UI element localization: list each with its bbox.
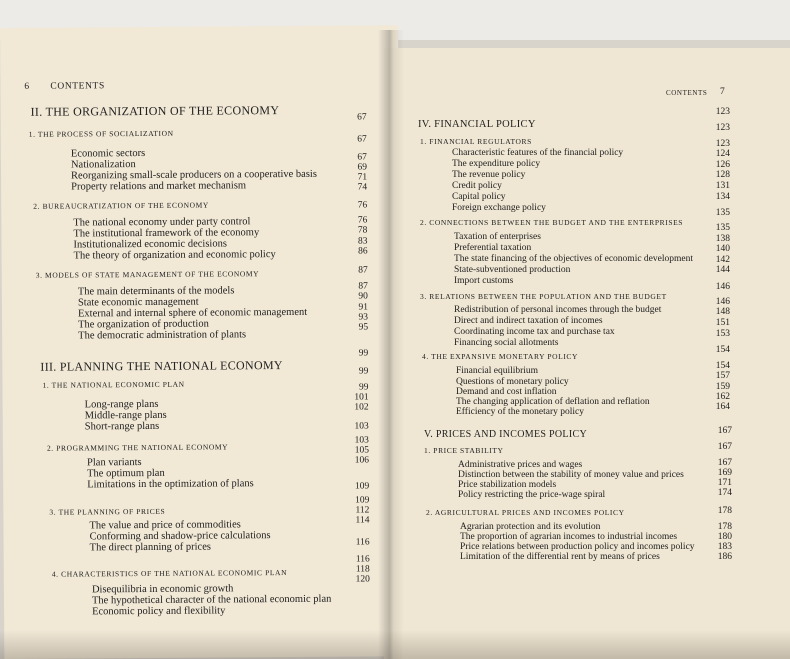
section-page: 135 xyxy=(715,208,730,218)
toc-entry: Institutionalized economic decisions xyxy=(73,238,227,251)
toc-entry-page: 109 xyxy=(355,495,370,506)
chapter-title: II. THE ORGANIZATION OF THE ECONOMY xyxy=(30,103,280,119)
toc-entry: Economic policy and flexibility xyxy=(92,605,226,618)
toc-entry: The value and price of commodities xyxy=(89,519,241,532)
toc-entry-page: 95 xyxy=(358,322,369,333)
toc-entry-page: 116 xyxy=(355,554,370,565)
toc-entry-page: 102 xyxy=(354,402,369,413)
toc-entry-page: 87 xyxy=(358,281,368,292)
toc-entry-page: 131 xyxy=(715,181,730,191)
toc-entry: Demand and cost inflation xyxy=(456,387,557,397)
toc-entry-page: 153 xyxy=(715,329,730,339)
toc-entry: Credit policy xyxy=(452,181,502,191)
toc-entry: Plan variants xyxy=(86,457,142,469)
toc-entry: The national economy under party control xyxy=(73,216,251,229)
toc-entry: Coordinating income tax and purchase tax xyxy=(454,327,615,337)
toc-entry: State-subventioned production xyxy=(454,265,571,275)
toc-entry-page: 120 xyxy=(355,574,370,585)
section-page: 67 xyxy=(357,134,367,145)
toc-entry-page: 106 xyxy=(354,455,370,466)
toc-entry: Conforming and shadow-price calculations xyxy=(89,530,271,543)
toc-entry: External and internal sphere of economic management xyxy=(77,306,308,320)
toc-entry-page: 112 xyxy=(355,505,370,516)
toc-entry-page: 167 xyxy=(717,458,732,468)
bottom-shadow xyxy=(0,630,790,659)
toc-entry: Financing social allotments xyxy=(454,338,559,348)
toc-entry: Capital policy xyxy=(452,192,506,202)
toc-entry-page: 135 xyxy=(715,223,730,233)
toc-entry-page: 159 xyxy=(715,382,730,392)
toc-entry: Foreign exchange policy xyxy=(452,203,546,213)
section-title: 3. RELATIONS BETWEEN THE POPULATION AND THE BUDGET xyxy=(420,292,667,301)
section-page: 76 xyxy=(357,200,368,211)
toc-entry-page: 134 xyxy=(715,192,730,202)
left-running-head: CONTENTS xyxy=(50,81,105,92)
toc-entry: Limitations in the optimization of plans xyxy=(87,478,254,491)
section-page: 123 xyxy=(715,123,730,133)
toc-entry: Import customs xyxy=(454,276,514,286)
toc-entry-page: 169 xyxy=(717,468,732,478)
section-page: 116 xyxy=(355,537,370,548)
toc-entry: The democratic administration of plants xyxy=(78,329,247,342)
section-page: 154 xyxy=(715,345,730,355)
toc-entry-page: 164 xyxy=(715,402,730,412)
toc-entry-page: 186 xyxy=(717,552,732,562)
chapter-page: 123 xyxy=(715,107,730,117)
toc-entry-page: 105 xyxy=(354,445,369,456)
section-page: 146 xyxy=(715,282,730,292)
toc-entry-page: 148 xyxy=(715,307,730,317)
toc-entry: Direct and indirect taxation of incomes xyxy=(454,316,603,326)
toc-entry: The expenditure policy xyxy=(452,159,541,169)
toc-entry-page: 171 xyxy=(717,478,732,488)
toc-entry: The direct planning of prices xyxy=(89,541,211,554)
toc-entry-page: 101 xyxy=(354,392,369,403)
toc-entry-page: 174 xyxy=(717,488,732,498)
left-page xyxy=(0,25,402,659)
toc-entry-page: 71 xyxy=(357,172,368,183)
chapter-title: III. PLANNING THE NATIONAL ECONOMY xyxy=(40,358,283,374)
section-title: 1. FINANCIAL REGULATORS xyxy=(420,137,532,146)
toc-entry: Efficiency of the monetary policy xyxy=(456,407,585,417)
toc-entry-page: 99 xyxy=(358,382,369,393)
section-title: 1. THE NATIONAL ECONOMIC PLAN xyxy=(42,379,185,390)
toc-entry-page: 86 xyxy=(358,246,368,257)
toc-entry: Taxation of enterprises xyxy=(454,232,541,242)
section-page: 99 xyxy=(358,366,369,377)
toc-entry: Characteristic features of the financial policy xyxy=(452,148,624,158)
toc-entry-page: 93 xyxy=(358,312,369,323)
toc-entry: Policy restricting the price-wage spiral xyxy=(458,490,606,500)
section-title: 2. BUREAUCRATIZATION OF THE ECONOMY xyxy=(33,200,209,211)
right-running-head: CONTENTS xyxy=(666,89,708,97)
toc-entry-page: 151 xyxy=(715,318,730,328)
toc-entry: Middle-range plans xyxy=(84,409,167,422)
toc-entry: Short-range plans xyxy=(84,420,160,433)
section-title: 2. PROGRAMMING THE NATIONAL ECONOMY xyxy=(46,442,229,453)
toc-entry: Economic sectors xyxy=(70,147,146,160)
chapter-title: V. PRICES AND INCOMES POLICY xyxy=(424,429,587,440)
toc-entry-page: 123 xyxy=(715,139,730,149)
toc-entry: The state financing of the objectives of economic development xyxy=(454,254,693,264)
right-page xyxy=(384,48,790,659)
toc-entry-page: 103 xyxy=(354,435,369,446)
toc-entry-page: 142 xyxy=(715,255,730,265)
toc-entry-page: 69 xyxy=(357,162,368,173)
left-page-number: 6 xyxy=(24,81,30,92)
toc-entry: Nationalization xyxy=(70,159,136,171)
toc-entry-page: 126 xyxy=(715,160,730,170)
section-page: 87 xyxy=(358,265,368,276)
section-title: 4. THE EXPANSIVE MONETARY POLICY xyxy=(422,352,579,361)
toc-entry: Preferential taxation xyxy=(454,243,532,253)
toc-entry-page: 140 xyxy=(715,244,730,254)
toc-entry-page: 76 xyxy=(357,215,368,226)
right-page-number: 7 xyxy=(720,87,726,97)
toc-entry-page: 154 xyxy=(715,361,730,371)
toc-entry-page: 128 xyxy=(715,170,730,180)
section-page: 167 xyxy=(717,442,732,452)
section-title: 3. MODELS OF STATE MANAGEMENT OF THE ECONOMY xyxy=(35,269,260,280)
toc-entry: The institutional framework of the economy xyxy=(73,227,260,240)
section-title: 4. CHARACTERISTICS OF THE NATIONAL ECONOMIC PLAN xyxy=(51,568,288,579)
toc-entry: Administrative prices and wages xyxy=(458,460,583,470)
section-title: 2. AGRICULTURAL PRICES AND INCOMES POLICY xyxy=(426,508,625,517)
toc-entry: Reorganizing small-scale producers on a cooperative basis xyxy=(70,168,317,182)
toc-entry: State economic management xyxy=(77,296,199,309)
section-page: 103 xyxy=(354,421,369,432)
toc-entry-page: 91 xyxy=(358,302,368,313)
toc-entry-page: 67 xyxy=(357,152,367,163)
toc-entry-page: 180 xyxy=(717,532,732,542)
toc-entry-page: 74 xyxy=(357,182,368,193)
toc-entry-page: 78 xyxy=(357,225,368,236)
section-title: 1. PRICE STABILITY xyxy=(424,446,504,455)
toc-entry: Distinction between the stability of money value and prices xyxy=(458,470,684,480)
toc-entry: Redistribution of personal incomes through the budget xyxy=(454,305,662,315)
toc-entry: Agrarian protection and its evolution xyxy=(460,522,601,532)
toc-entry: The theory of organization and economic policy xyxy=(73,249,276,262)
toc-entry: Financial equilibrium xyxy=(456,366,539,376)
chapter-page: 167 xyxy=(717,426,732,436)
toc-entry-page: 162 xyxy=(715,392,730,402)
toc-entry-page: 146 xyxy=(715,297,730,307)
toc-entry: Price stabilization models xyxy=(458,480,557,490)
chapter-page: 99 xyxy=(358,348,369,359)
toc-entry: Limitation of the differential rent by means of prices xyxy=(460,552,660,562)
section-page: 109 xyxy=(354,481,370,492)
toc-entry: The main determinants of the models xyxy=(77,285,235,298)
toc-entry-page: 90 xyxy=(358,291,368,302)
toc-entry: The changing application of deflation and reflation xyxy=(456,397,650,407)
toc-entry: The revenue policy xyxy=(452,170,526,180)
toc-entry-page: 138 xyxy=(715,234,730,244)
toc-entry-page: 178 xyxy=(717,522,732,532)
toc-entry: The hypothetical character of the national economic plan xyxy=(91,593,332,607)
toc-entry-page: 124 xyxy=(715,149,730,159)
toc-entry: Property relations and market mechanism xyxy=(71,180,247,193)
toc-entry-page: 157 xyxy=(715,371,730,381)
toc-entry-page: 83 xyxy=(357,236,368,247)
toc-entry: Disequilibria in economic growth xyxy=(91,583,234,596)
toc-entry: Long-range plans xyxy=(84,398,159,411)
toc-entry-page: 144 xyxy=(715,265,730,275)
toc-entry: The optimum plan xyxy=(87,467,165,480)
chapter-title: IV. FINANCIAL POLICY xyxy=(418,119,536,130)
toc-entry: Price relations between production policy and incomes policy xyxy=(460,542,695,552)
toc-entry-page: 118 xyxy=(355,564,370,575)
toc-entry-page: 114 xyxy=(355,515,370,526)
toc-entry-page: 183 xyxy=(717,542,732,552)
toc-entry: Questions of monetary policy xyxy=(456,377,569,387)
section-title: 2. CONNECTIONS BETWEEN THE BUDGET AND THE ENTERPRISES xyxy=(420,218,684,227)
toc-entry: The organization of production xyxy=(78,318,209,331)
toc-entry: The proportion of agrarian incomes to industrial incomes xyxy=(460,532,678,542)
book-gutter xyxy=(378,30,404,659)
section-title: 3. THE PLANNING OF PRICES xyxy=(49,506,166,517)
section-page: 178 xyxy=(717,506,732,516)
chapter-page: 67 xyxy=(357,112,367,123)
section-title: 1. THE PROCESS OF SOCIALIZATION xyxy=(28,128,174,139)
